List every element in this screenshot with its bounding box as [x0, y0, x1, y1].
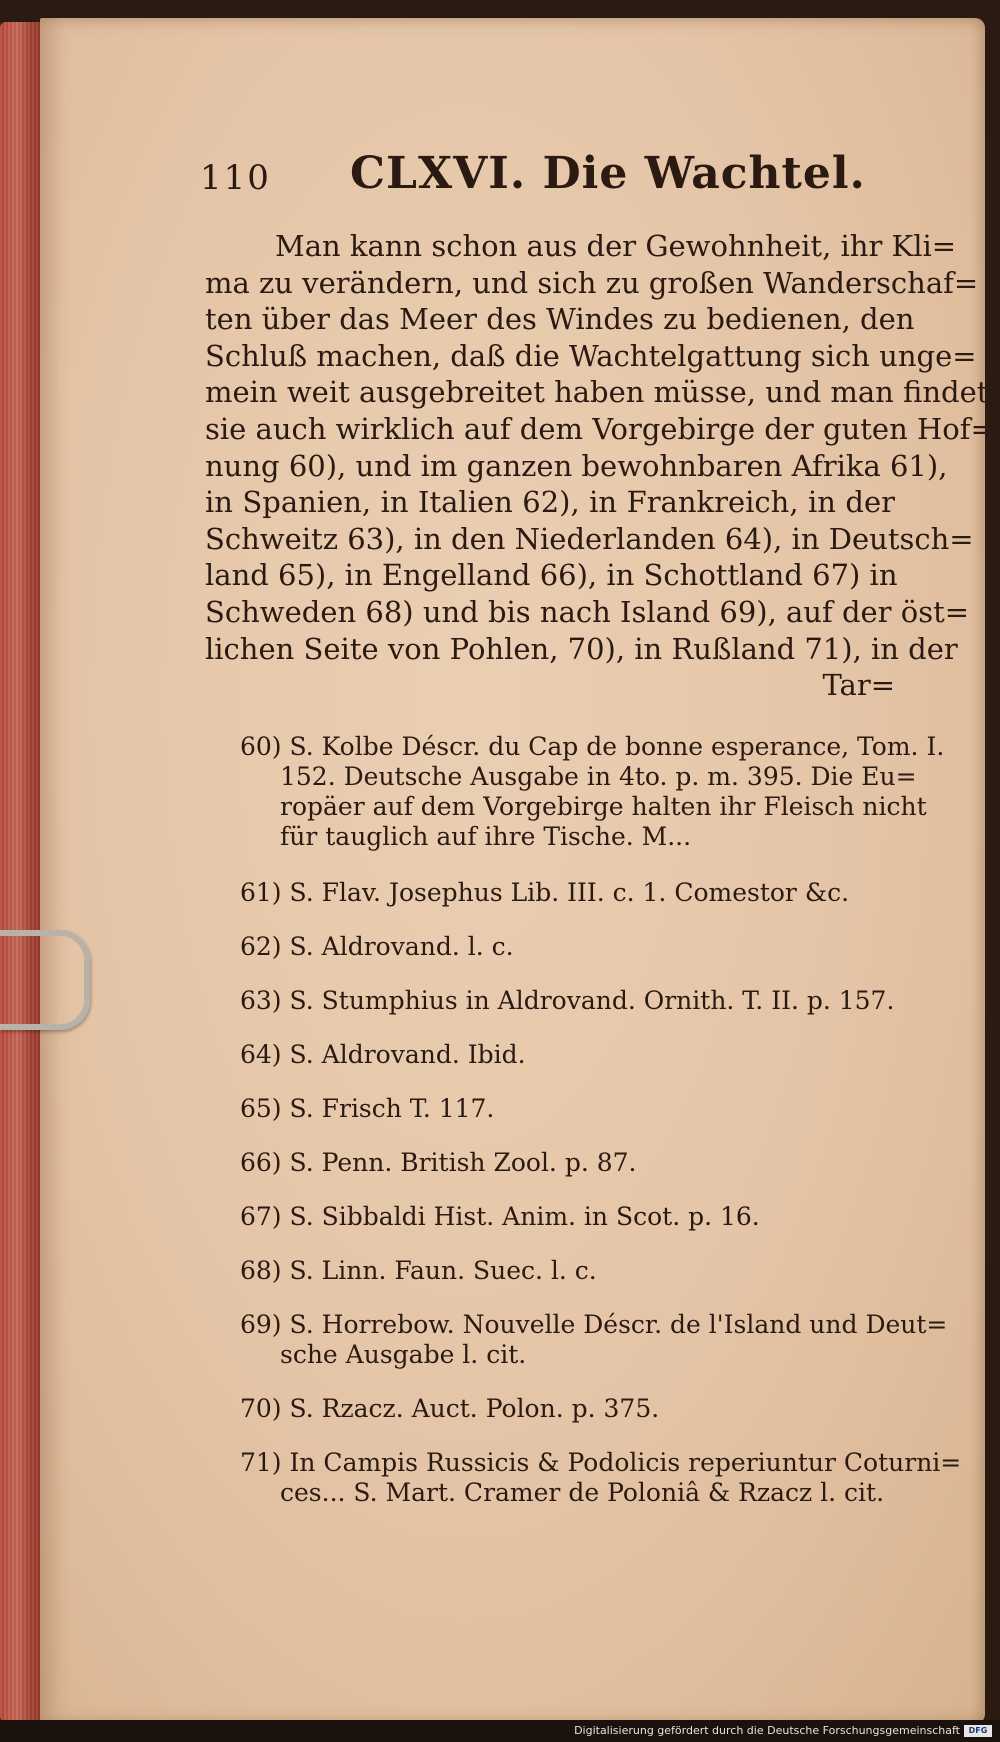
footnote-71: [240, 1448, 962, 1508]
footnote-line: 70) S. Rzacz. Auct. Polon. p. 375.: [240, 1394, 660, 1423]
footnote-64: [240, 1040, 920, 1070]
footnote-line: ces... S. Mart. Cramer de Poloniâ & Rzacz l. cit.: [280, 1478, 885, 1507]
footer-credit: Digitalisierung gefördert durch die Deutsche Forschungsgemeinschaft: [574, 1724, 960, 1737]
paper-clip: [0, 930, 90, 1030]
footnote-line: 71) In Campis Russicis & Podolicis reperiuntur Coturni=: [240, 1448, 962, 1477]
footnote-66: [240, 1148, 920, 1178]
footnote-68: [240, 1256, 920, 1286]
footnote-line: 62) S. Aldrovand. l. c.: [240, 932, 514, 961]
footnotes: [240, 732, 962, 1508]
digitization-footer: [0, 1720, 1000, 1742]
footnote-line: 67) S. Sibbaldi Hist. Anim. in Scot. p. 16.: [240, 1202, 760, 1231]
body-line: land 65), in Engelland 66), in Schottland 67) in: [205, 558, 898, 593]
footnote-line: für tauglich auf ihre Tische. M...: [280, 822, 692, 851]
footnote-line: 61) S. Flav. Josephus Lib. III. c. 1. Comestor &c.: [240, 878, 850, 907]
body-line: mein weit ausgebreitet haben müsse, und man findet: [205, 375, 989, 410]
footnote-line: 152. Deutsche Ausgabe in 4to. p. m. 395. Die Eu=: [280, 762, 917, 791]
page-header: [200, 148, 900, 208]
body-line: Schluß machen, daß die Wachtelgattung sich unge=: [205, 338, 977, 373]
footnote-61: [240, 878, 920, 908]
body-line: Schweitz 63), in den Niederlanden 64), in Deutsch=: [205, 521, 974, 556]
book-edge: [0, 22, 44, 1722]
body-line: in Spanien, in Italien 62), in Frankreich, in der: [205, 485, 895, 520]
catchword: Tar=: [822, 668, 895, 703]
footnote-line: 64) S. Aldrovand. Ibid.: [240, 1040, 526, 1069]
footnote-line: 69) S. Horrebow. Nouvelle Déscr. de l'Island und Deut=: [240, 1310, 948, 1339]
footnote-line: 66) S. Penn. British Zool. p. 87.: [240, 1148, 637, 1177]
footnote-63: [240, 986, 920, 1016]
footnote-60: [240, 732, 945, 852]
body-line: sie auch wirklich auf dem Vorgebirge der guten Hof=: [205, 411, 995, 446]
footnote-line: 63) S. Stumphius in Aldrovand. Ornith. T. II. p. 157.: [240, 986, 895, 1015]
footnote-line: sche Ausgabe l. cit.: [280, 1340, 527, 1369]
footnote-line: ropäer auf dem Vorgebirge halten ihr Fleisch nicht: [280, 792, 927, 821]
footnote-line: 60) S. Kolbe Déscr. du Cap de bonne esperance, Tom. I.: [240, 732, 945, 761]
body-line: nung 60), und im ganzen bewohnbaren Afrika 61),: [205, 448, 948, 483]
dfg-logo: DFG: [964, 1725, 992, 1737]
main-paragraph: [205, 228, 995, 704]
footnote-65: [240, 1094, 920, 1124]
page-number: 110: [200, 158, 271, 198]
footnote-line: 68) S. Linn. Faun. Suec. l. c.: [240, 1256, 597, 1285]
body-line: Schweden 68) und bis nach Island 69), auf der öst=: [205, 594, 970, 629]
footnote-62: [240, 932, 920, 962]
body-line: lichen Seite von Pohlen, 70), in Rußland 71), in der: [205, 631, 958, 666]
footnote-67: [240, 1202, 920, 1232]
footnote-70: [240, 1394, 920, 1424]
chapter-title: CLXVI. Die Wachtel.: [350, 148, 866, 199]
footnote-line: 65) S. Frisch T. 117.: [240, 1094, 495, 1123]
body-line: Man kann schon aus der Gewohnheit, ihr Kli=: [275, 229, 957, 263]
footnote-69: [240, 1310, 948, 1370]
body-line: ten über das Meer des Windes zu bedienen, den: [205, 302, 915, 337]
body-line: ma zu verändern, und sich zu großen Wanderschaf=: [205, 265, 979, 300]
